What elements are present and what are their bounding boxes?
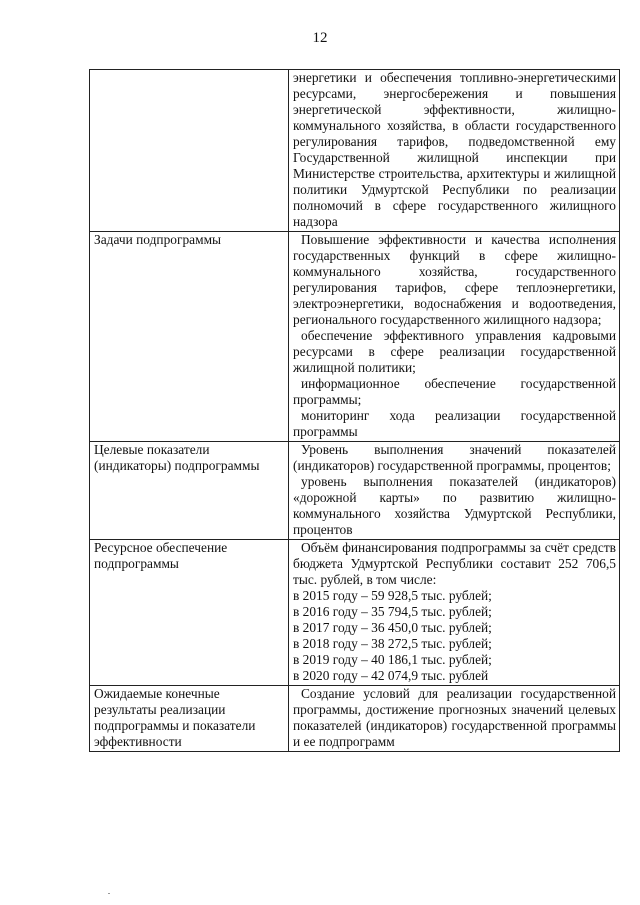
paragraph: информационное обеспечение государственной программы; <box>293 376 616 407</box>
row-value <box>289 686 620 752</box>
table-row-tasks <box>90 232 620 442</box>
paragraph: энергетики и обеспечения топливно-энергетическими ресурсами, энергосбережения и повышения энергетической эффективности, жилищно-коммунального хозяйства, в области государственного регулирования тарифов, подведомственной ему Государственной жилищной инспекции при Министерстве строительства, архитектуры и жилищной политики Удмуртской Республики по реализации полномочий в сфере государственного жилищного надзора <box>293 70 616 229</box>
paragraph: уровень выполнения показателей (индикаторов) «дорожной карты» по развитию жилищно-коммунального хозяйства Удмуртской Республики, процентов <box>293 474 616 537</box>
funding-year-line: в 2016 году – 35 794,5 тыс. рублей; <box>293 604 492 619</box>
paragraph: Создание условий для реализации государственной программы, достижение прогнозных значений целевых показателей (индикаторов) государственной программы и ее подпрограмм <box>293 686 616 749</box>
row-label: Целевые показатели (индикаторы) подпрограммы <box>90 442 289 540</box>
paragraph: Уровень выполнения значений показателей (индикаторов) государственной программы, процентов; <box>293 442 616 473</box>
funding-year-line: в 2019 году – 40 186,1 тыс. рублей; <box>293 652 492 667</box>
paragraph: Повышение эффективности и качества исполнения государственных функций в сфере жилищно-коммунального хозяйства, государственного регулирования тарифов, сфере теплоэнергетики, электроэнергетики, водоснабжения и водоотведения, регионального государственного жилищного надзора; <box>293 232 616 327</box>
subprogram-passport-table <box>89 69 620 752</box>
row-value <box>289 540 620 686</box>
funding-year-line: в 2018 году – 38 272,5 тыс. рублей; <box>293 636 492 651</box>
table-row-resources <box>90 540 620 686</box>
scan-artifact <box>108 893 110 894</box>
funding-year-line: в 2017 году – 36 450,0 тыс. рублей; <box>293 620 492 635</box>
paragraph: мониторинг хода реализации государственной программы <box>293 408 616 439</box>
funding-year-line: в 2020 году – 42 074,9 тыс. рублей <box>293 668 489 683</box>
table-row-responsible-continued <box>90 70 620 232</box>
row-label: Ресурсное обеспечение подпрограммы <box>90 540 289 686</box>
paragraph: Объём финансирования подпрограммы за счёт средств бюджета Удмуртской Республики составит 252 706,5 тыс. рублей, в том числе: <box>293 540 616 587</box>
page-number: 12 <box>312 30 328 46</box>
row-value <box>289 70 620 232</box>
row-value <box>289 232 620 442</box>
row-label: Задачи подпрограммы <box>90 232 289 442</box>
paragraph: обеспечение эффективного управления кадровыми ресурсами в сфере реализации государственной жилищной политики; <box>293 328 616 375</box>
table-row-indicators <box>90 442 620 540</box>
row-value <box>289 442 620 540</box>
row-label <box>90 70 289 232</box>
row-label: Ожидаемые конечные результаты реализации подпрограммы и показатели эффективности <box>90 686 289 752</box>
funding-year-line: в 2015 году – 59 928,5 тыс. рублей; <box>293 588 492 603</box>
table-row-expected-results <box>90 686 620 752</box>
